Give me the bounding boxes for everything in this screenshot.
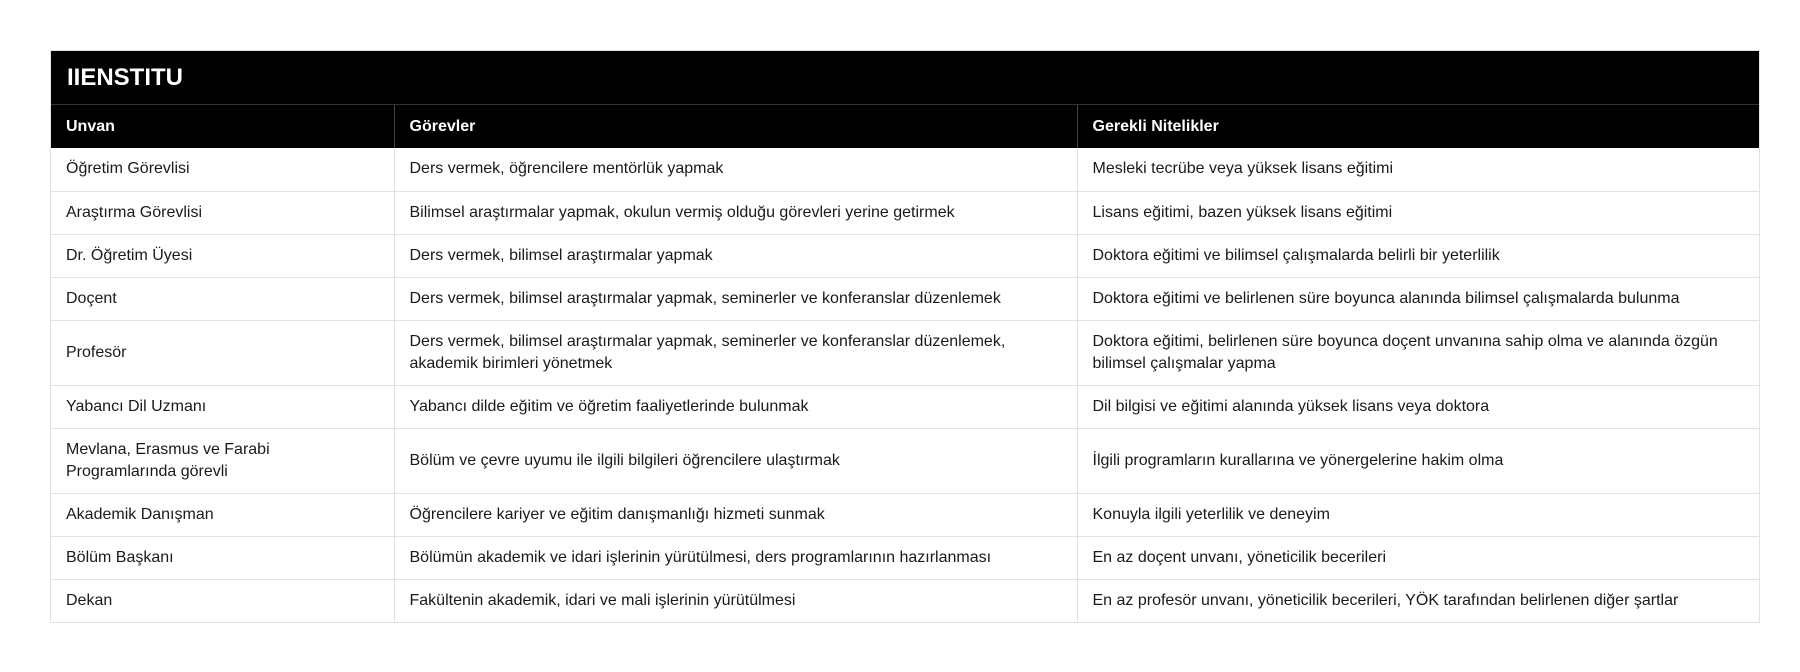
cell-nitelikler: Doktora eğitimi ve bilimsel çalışmalarda belirli bir yeterlilik (1077, 234, 1759, 277)
data-table (51, 105, 1759, 622)
cell-unvan: Profesör (51, 320, 394, 385)
cell-nitelikler: İlgili programların kurallarına ve yönergelerine hakim olma (1077, 428, 1759, 493)
table-row (51, 320, 1759, 385)
cell-gorevler: Bölümün akademik ve idari işlerinin yürütülmesi, ders programlarının hazırlanması (394, 536, 1077, 579)
cell-unvan: Araştırma Görevlisi (51, 191, 394, 234)
data-table-container (50, 50, 1760, 623)
table-row (51, 148, 1759, 191)
cell-nitelikler: En az profesör unvanı, yöneticilik becerileri, YÖK tarafından belirlenen diğer şartlar (1077, 579, 1759, 622)
cell-gorevler: Öğrencilere kariyer ve eğitim danışmanlığı hizmeti sunmak (394, 493, 1077, 536)
header-gerekli-nitelikler: Gerekli Nitelikler (1077, 105, 1759, 148)
table-row (51, 428, 1759, 493)
cell-nitelikler: Doktora eğitimi, belirlenen süre boyunca doçent unvanına sahip olma ve alanında özgün bilimsel çalışmalar yapma (1077, 320, 1759, 385)
cell-nitelikler: En az doçent unvanı, yöneticilik becerileri (1077, 536, 1759, 579)
table-row (51, 385, 1759, 428)
table-row (51, 493, 1759, 536)
cell-unvan: Mevlana, Erasmus ve Farabi Programlarında görevli (51, 428, 394, 493)
header-row (51, 105, 1759, 148)
table-row (51, 277, 1759, 320)
cell-nitelikler: Konuyla ilgili yeterlilik ve deneyim (1077, 493, 1759, 536)
cell-gorevler: Bilimsel araştırmalar yapmak, okulun vermiş olduğu görevleri yerine getirmek (394, 191, 1077, 234)
cell-nitelikler: Doktora eğitimi ve belirlenen süre boyunca alanında bilimsel çalışmalarda bulunma (1077, 277, 1759, 320)
table-row (51, 191, 1759, 234)
cell-unvan: Bölüm Başkanı (51, 536, 394, 579)
cell-gorevler: Ders vermek, bilimsel araştırmalar yapmak, seminerler ve konferanslar düzenlemek (394, 277, 1077, 320)
table-row (51, 536, 1759, 579)
header-gorevler: Görevler (394, 105, 1077, 148)
cell-nitelikler: Mesleki tecrübe veya yüksek lisans eğitimi (1092, 160, 1394, 178)
cell-gorevler: Yabancı dilde eğitim ve öğretim faaliyetlerinde bulunmak (394, 385, 1077, 428)
cell-unvan: Doçent (51, 277, 394, 320)
cell-unvan: Yabancı Dil Uzmanı (51, 385, 394, 428)
cell-unvan: Dekan (51, 579, 394, 622)
table-title: IIENSTITU (51, 51, 1759, 105)
cell-unvan: Öğretim Görevlisi (51, 148, 394, 191)
cell-unvan: Dr. Öğretim Üyesi (51, 234, 394, 277)
cell-gorevler: Bölüm ve çevre uyumu ile ilgili bilgileri öğrencilere ulaştırmak (394, 428, 1077, 493)
cell-unvan: Akademik Danışman (51, 493, 394, 536)
cell-gorevler: Ders vermek, öğrencilere mentörlük yapmak (394, 148, 1077, 191)
table-row (51, 579, 1759, 622)
table-row (51, 234, 1759, 277)
cell-gorevler: Ders vermek, bilimsel araştırmalar yapmak, seminerler ve konferanslar düzenlemek, akademik birimleri yönetmek (394, 320, 1077, 385)
cell-gorevler: Fakültenin akademik, idari ve mali işlerinin yürütülmesi (394, 579, 1077, 622)
cell-gorevler: Ders vermek, bilimsel araştırmalar yapmak (394, 234, 1077, 277)
cell-nitelikler: Lisans eğitimi, bazen yüksek lisans eğitimi (1077, 191, 1759, 234)
header-unvan: Unvan (51, 105, 394, 148)
cell-nitelikler: Dil bilgisi ve eğitimi alanında yüksek lisans veya doktora (1077, 385, 1759, 428)
